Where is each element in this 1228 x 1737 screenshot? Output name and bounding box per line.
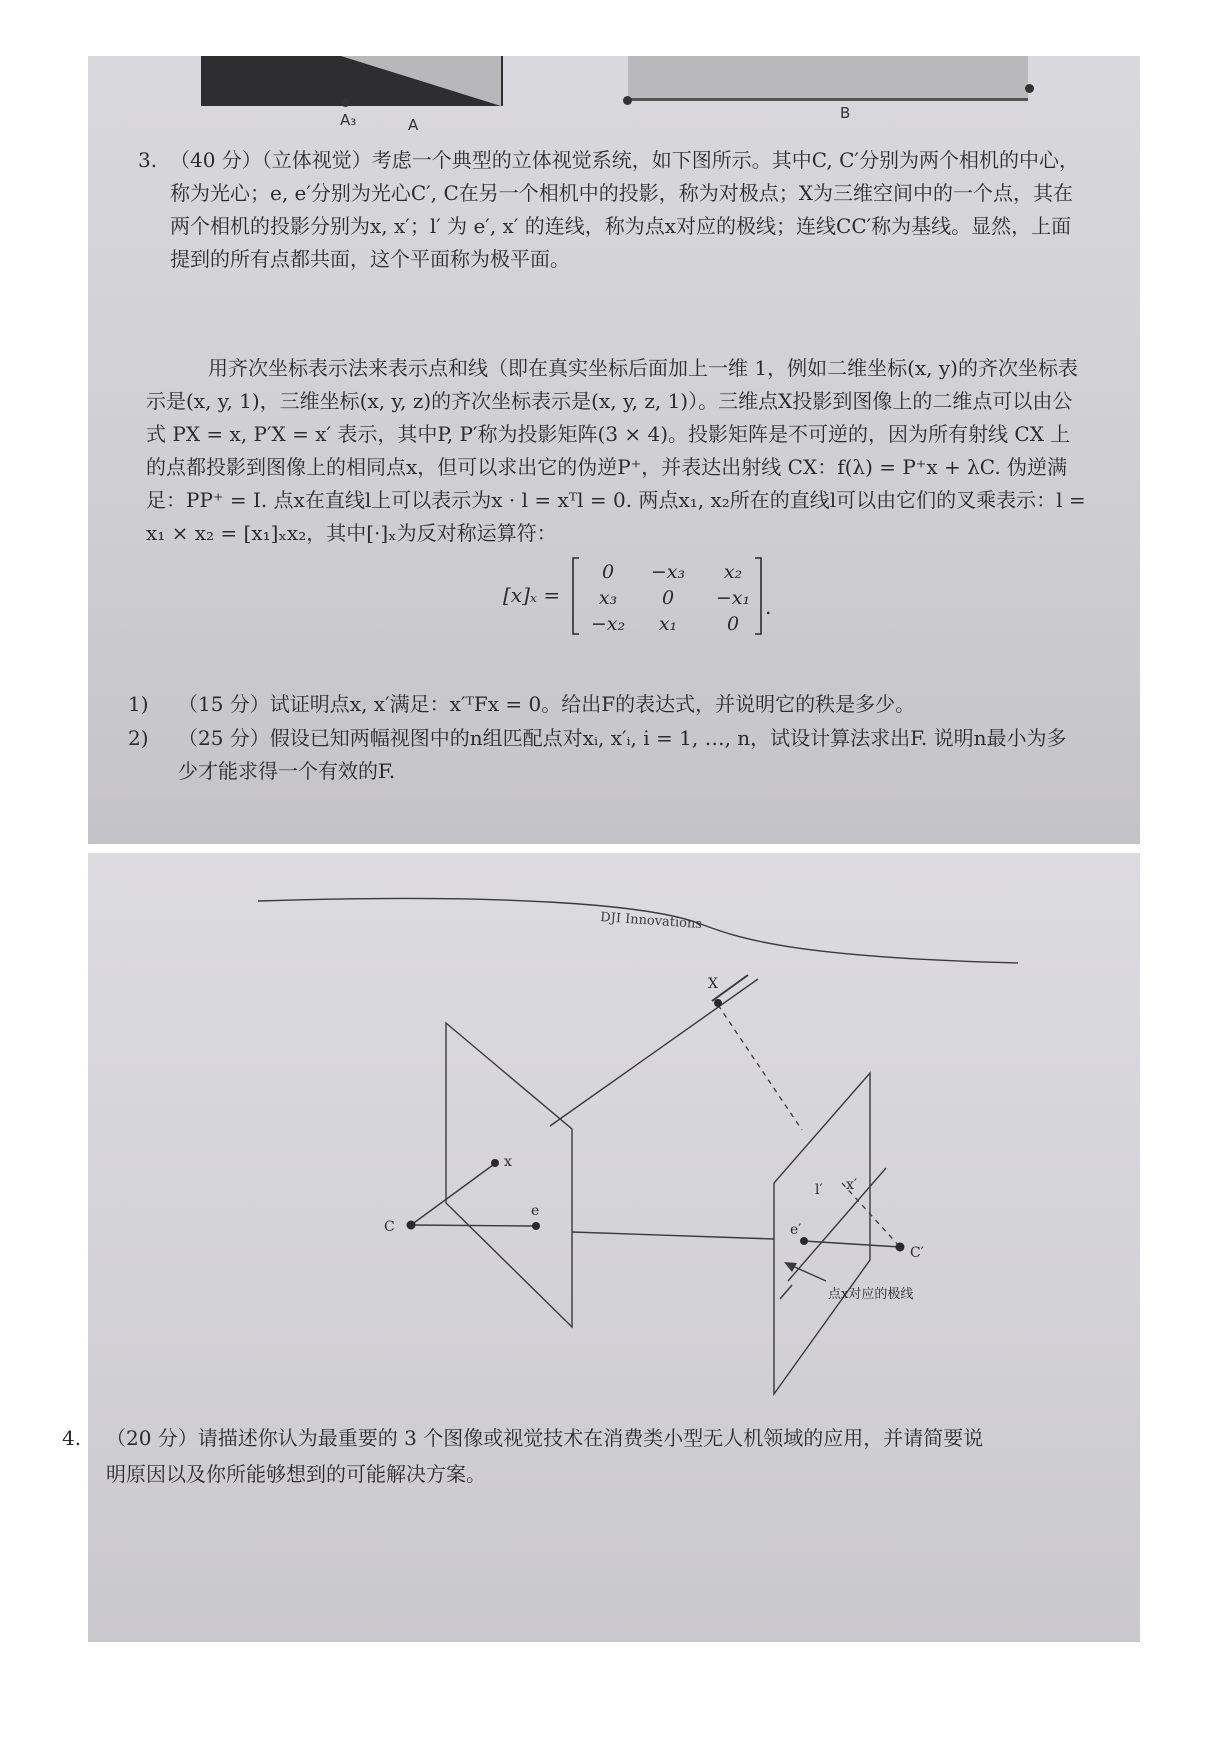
matrix-cell: −x₁ <box>715 587 751 609</box>
figure-label-b: B <box>840 104 851 122</box>
epipolar-line-annotation: 点x对应的极线 <box>828 1287 914 1302</box>
sub-question-text: （15 分）试证明点x, x′满足：x′ᵀFx = 0。给出F的表达式，并说明它的秩是多少。 <box>178 692 916 716</box>
matrix-cell: −x₂ <box>590 613 626 635</box>
matrix-end: . <box>765 595 772 619</box>
header-rule <box>258 898 1018 963</box>
ray-c-x <box>411 1165 493 1225</box>
label-C: C <box>384 1219 395 1235</box>
sub-question-text: （25 分）假设已知两幅视图中的n组匹配点对xᵢ, x′ᵢ, i = 1, …, n，试设计算法求出F. 说明n最小为多少才能求得一个有效的F. <box>178 726 1067 783</box>
matrix-cell: x₃ <box>598 587 618 609</box>
figure-point <box>1025 84 1034 93</box>
question-3-homogeneous-coords: 用齐次坐标表示法来表示点和线（即在真实坐标后面加上一维 1，例如二维坐标(x, y)的齐次坐标表示是(x, y, 1)，三维坐标(x, y, z)的齐次坐标表示是(x, y, z, 1)）。三维点X投影到图像上的二维点可以由公式 PX = x, P′X = x′ 表示，其中P, P′称为投影矩阵(3 × 4)。投影矩阵是不可逆的，因为所有射线 CX 上的点都投影到图像上的相同点x，但可以求出它的伪逆P⁺，并表达出射线 CX：f(λ) = P⁺x + λC. 伪逆满足：PP⁺ = I. 点x在直线l上可以表示为x · l = xᵀl = 0. 两点x₁, x₂所在的直线l可以由它们的叉乘表示：l = x₁ × x₂ = [x₁]ₓx₂，其中[·]ₓ为反对称运算符： <box>146 356 1086 545</box>
skew-symmetric-matrix <box>503 554 803 643</box>
figure-point <box>341 98 350 107</box>
point-e-prime <box>800 1237 808 1245</box>
right-image-plane <box>774 1073 870 1394</box>
matrix-cell: 0 <box>661 587 675 609</box>
previous-figure-fragment-a <box>201 56 503 106</box>
matrix-lhs: [x]ₓ = <box>503 583 561 607</box>
figure-point <box>623 96 632 105</box>
matrix-cell: 0 <box>726 613 740 635</box>
figure-label-a3: A₃ <box>340 111 357 129</box>
ray-c-x <box>550 979 758 1126</box>
baseline-segment <box>572 1232 774 1239</box>
question-number: 3. <box>138 148 158 172</box>
exam-photo-bottom <box>88 853 1140 1642</box>
baseline-segment <box>411 1225 535 1226</box>
header-brand-text: DJI Innovations <box>599 910 703 933</box>
point-e <box>532 1222 540 1230</box>
sub-question-number: 1) <box>128 692 149 716</box>
matrix-cell: 0 <box>601 561 615 583</box>
point-C-prime <box>896 1243 905 1252</box>
label-x: x <box>504 1154 512 1170</box>
figure-label-a: A <box>408 116 419 134</box>
previous-figure-fragment-b <box>628 56 1028 101</box>
projection-line-dashed <box>718 1005 802 1130</box>
matrix-cell: x₁ <box>658 613 678 635</box>
epipolar-line <box>788 1168 886 1281</box>
point-X <box>714 999 722 1007</box>
epipolar-line <box>780 1285 792 1299</box>
label-l-prime: l′ <box>815 1182 823 1198</box>
question-3-intro: （40 分）（立体视觉）考虑一个典型的立体视觉系统，如下图所示。其中C, C′分别为两个相机的中心，称为光心；e, e′分别为光心C′, C在另一个相机中的投影，称为对极点；X为三维空间中的一个点，其在两个相机的投影分别为x, x′；l′ 为 e′, x′ 的连线，称为点x对应的极线；连线CC′称为基线。显然，上面提到的所有点都共面，这个平面称为极平面。 <box>170 148 1079 271</box>
point-x <box>491 1159 499 1167</box>
label-X: X <box>708 976 718 992</box>
question-number: 4. <box>62 1426 82 1450</box>
epipolar-geometry-diagram <box>88 853 1140 1642</box>
label-x-prime: x′ <box>846 1177 858 1193</box>
sub-question-number: 2) <box>128 726 149 750</box>
point-C <box>407 1221 416 1230</box>
matrix-cell: x₂ <box>723 561 743 583</box>
label-e-prime: e′ <box>790 1222 802 1238</box>
label-C-prime: C′ <box>910 1245 924 1261</box>
question-4-text: （20 分）请描述你认为最重要的 3 个图像或视觉技术在消费类小型无人机领域的应用，并请简要说明原因以及你所能够想到的可能解决方案。 <box>106 1426 984 1486</box>
exam-photo-top <box>88 56 1140 844</box>
label-e: e <box>531 1203 540 1219</box>
left-image-plane <box>446 1023 572 1327</box>
matrix-cell: −x₃ <box>650 561 686 583</box>
